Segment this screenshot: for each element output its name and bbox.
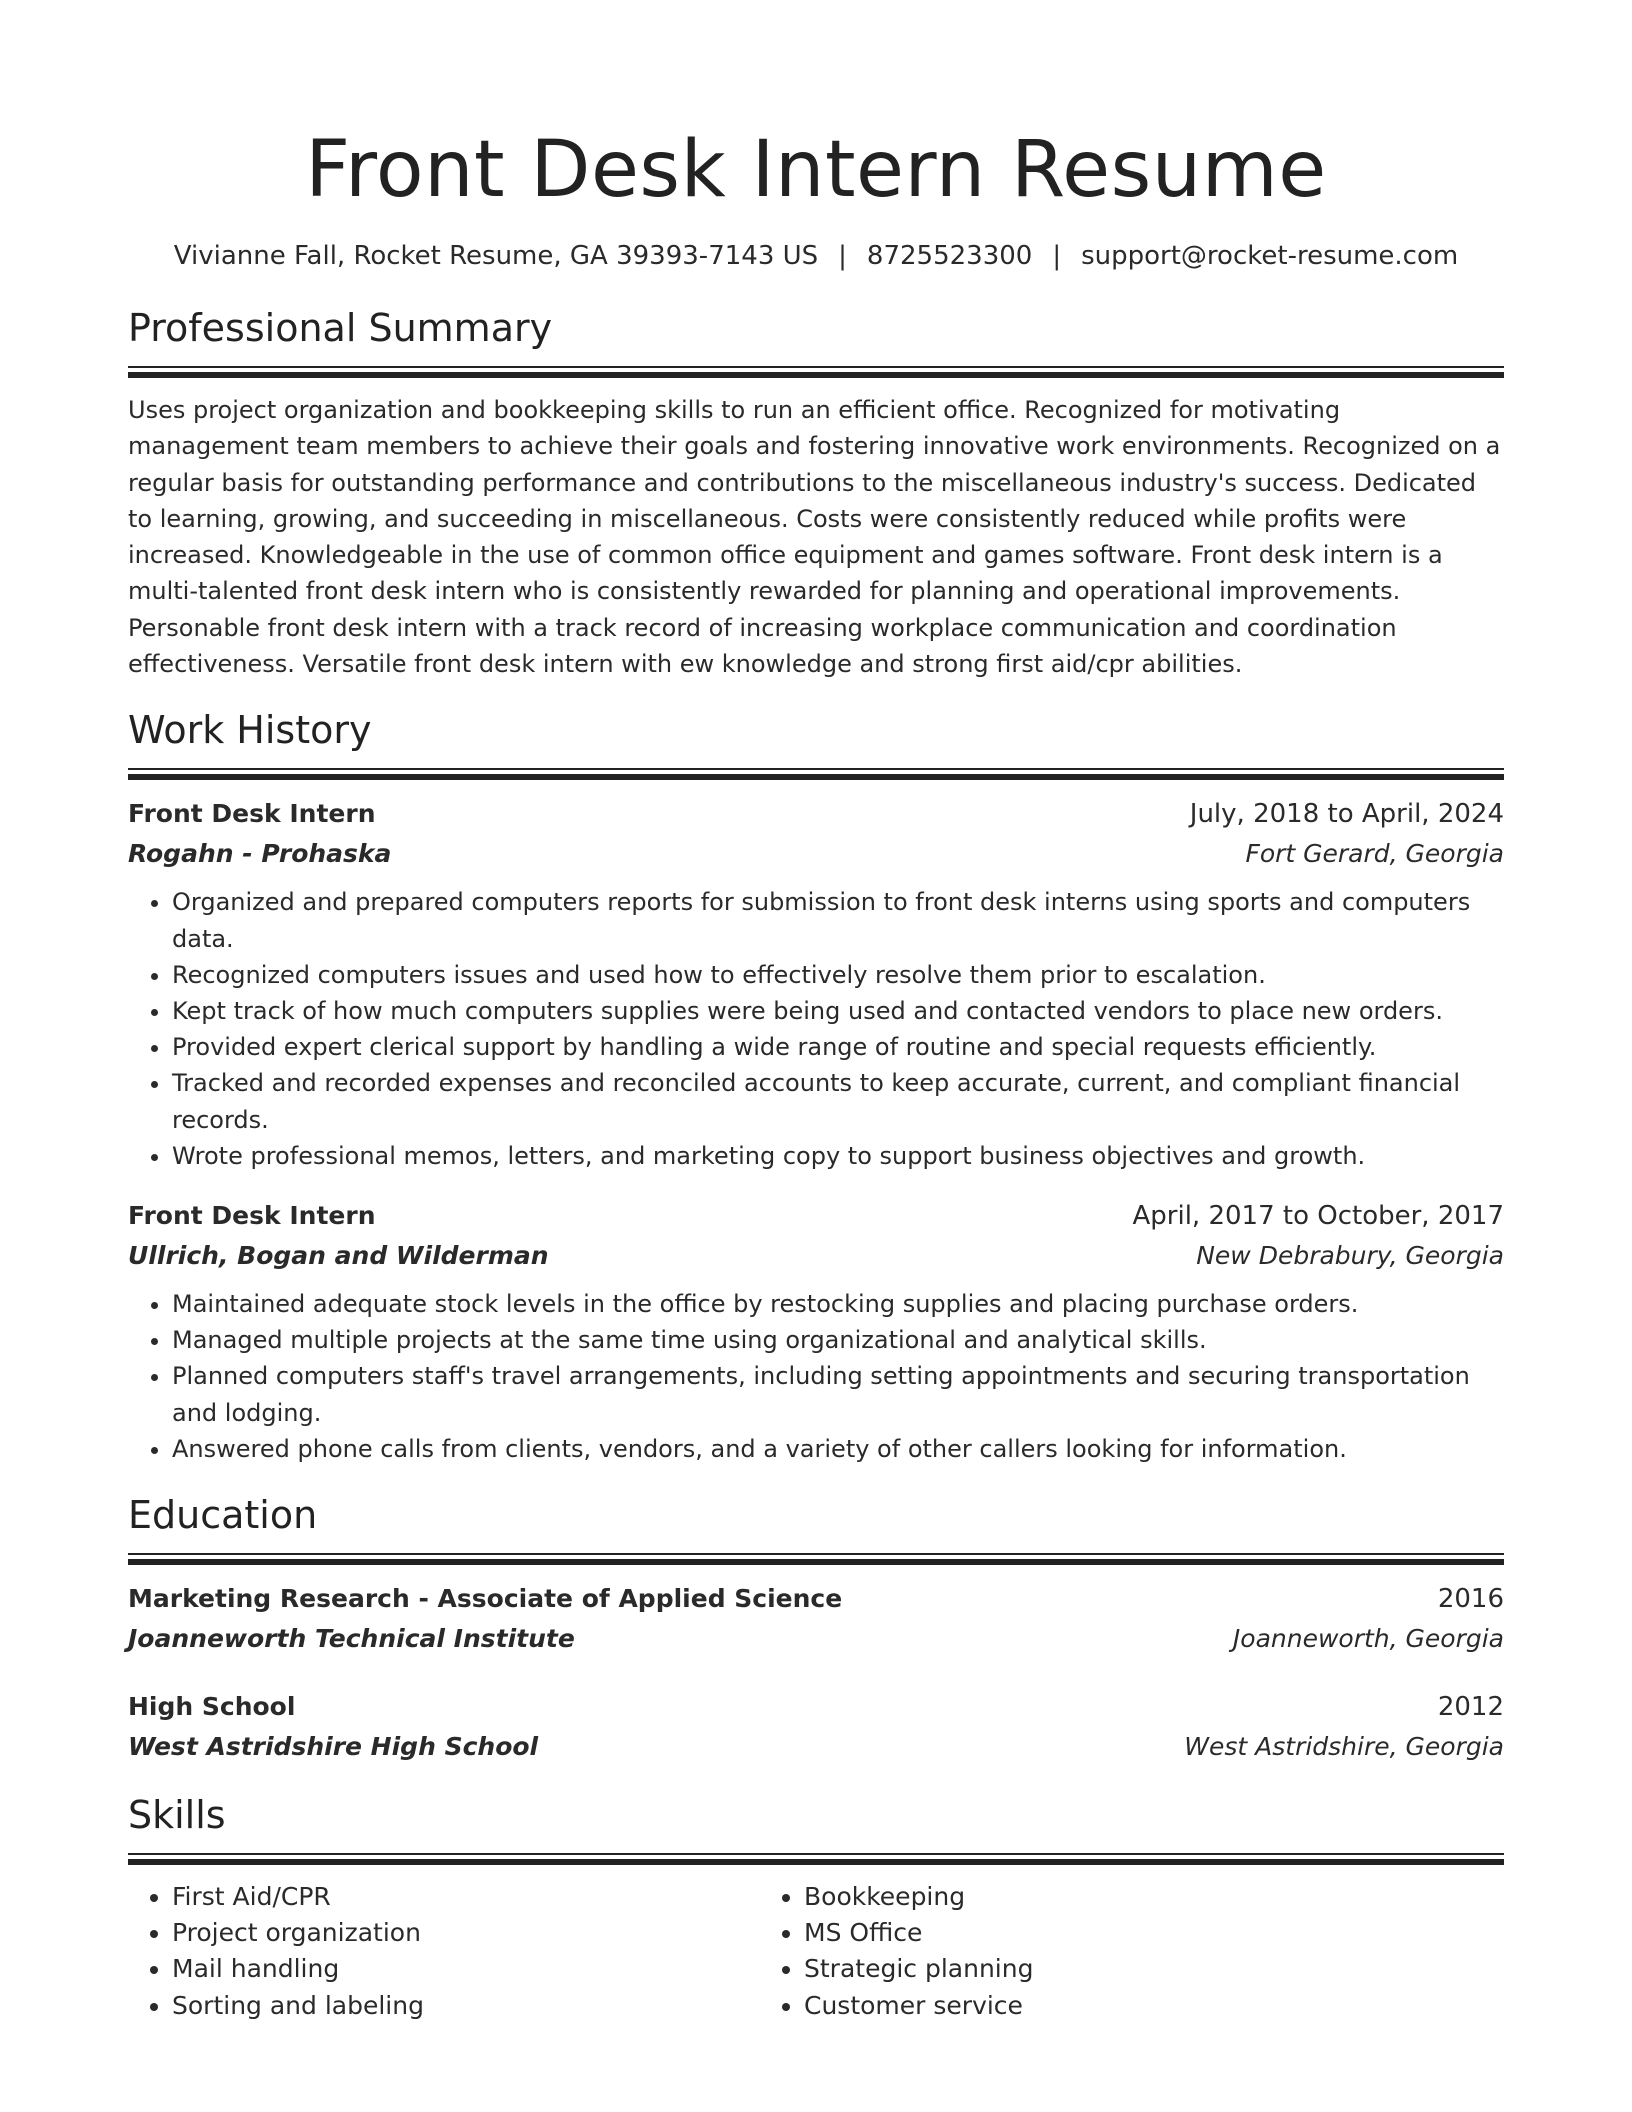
section-rule-thick bbox=[128, 372, 1504, 378]
contact-line bbox=[128, 238, 1504, 274]
job-title: Front Desk Intern bbox=[128, 799, 376, 829]
skills-list-right bbox=[760, 1879, 1392, 2024]
education-subheader bbox=[128, 1619, 1504, 1659]
education-heading: Education bbox=[128, 1493, 318, 1538]
section-rule bbox=[128, 768, 1504, 770]
work-section bbox=[128, 706, 1504, 1467]
skill-item: • Customer service bbox=[804, 1988, 1392, 2024]
job-bullet: • Kept track of how much computers supplies were being used and contacted vendors to place new orders. bbox=[172, 993, 1504, 1029]
contact-email: support@rocket-resume.com bbox=[1081, 241, 1459, 271]
job-bullet: • Provided expert clerical support by handling a wide range of routine and special requests efficiently. bbox=[172, 1029, 1504, 1065]
education-school: West Astridshire High School bbox=[128, 1732, 539, 1762]
education-location: West Astridshire, Georgia bbox=[1184, 1732, 1504, 1762]
section-rule-thick bbox=[128, 1859, 1504, 1865]
contact-separator: | bbox=[1052, 241, 1062, 271]
education-entry bbox=[128, 1579, 1504, 1659]
contact-phone: 8725523300 bbox=[866, 241, 1033, 271]
skill-item: • First Aid/CPR bbox=[172, 1879, 760, 1915]
section-rule bbox=[128, 366, 1504, 368]
job-bullet: • Organized and prepared computers reports for submission to front desk interns using sports and computers data. bbox=[172, 884, 1504, 956]
skills-section bbox=[128, 1791, 1504, 2024]
job-entry bbox=[128, 794, 1504, 1174]
education-year: 2016 bbox=[1437, 1584, 1504, 1615]
job-subheader bbox=[128, 834, 1504, 874]
skill-item: • Project organization bbox=[172, 1915, 760, 1951]
education-degree: High School bbox=[128, 1692, 296, 1722]
resume-title: Front Desk Intern Resume bbox=[305, 125, 1327, 215]
section-rule-thick bbox=[128, 774, 1504, 780]
job-title: Front Desk Intern bbox=[128, 1201, 376, 1230]
job-header bbox=[128, 794, 1504, 834]
job-bullet: • Managed multiple projects at the same time using organizational and analytical skills. bbox=[172, 1322, 1504, 1358]
education-section bbox=[128, 1491, 1504, 1767]
summary-heading: Professional Summary bbox=[128, 306, 553, 350]
education-degree: Marketing Research - Associate of Applied Science bbox=[128, 1584, 843, 1614]
skills-list-left bbox=[128, 1879, 760, 2024]
skill-item: • Bookkeeping bbox=[804, 1879, 1392, 1915]
education-header bbox=[128, 1579, 1504, 1619]
job-bullet: • Maintained adequate stock levels in the office by restocking supplies and placing purchase orders. bbox=[172, 1286, 1504, 1322]
education-location: Joanneworth, Georgia bbox=[1232, 1624, 1504, 1654]
job-bullets bbox=[128, 884, 1504, 1174]
skill-item: • Sorting and labeling bbox=[172, 1988, 760, 2024]
education-school: Joanneworth Technical Institute bbox=[128, 1624, 575, 1654]
skill-item: • Mail handling bbox=[172, 1951, 760, 1987]
job-dates: April, 2017 to October, 2017 bbox=[1132, 1201, 1504, 1231]
job-company: Ullrich, Bogan and Wilderman bbox=[128, 1241, 549, 1270]
job-company: Rogahn - Prohaska bbox=[128, 839, 392, 869]
job-bullets bbox=[128, 1286, 1504, 1467]
education-header bbox=[128, 1687, 1504, 1727]
job-location: New Debrabury, Georgia bbox=[1196, 1241, 1504, 1270]
job-bullet: • Answered phone calls from clients, vendors, and a variety of other callers looking for information. bbox=[172, 1431, 1504, 1467]
section-rule-thick bbox=[128, 1559, 1504, 1565]
section-rule bbox=[128, 1853, 1504, 1855]
skill-item: • MS Office bbox=[804, 1915, 1392, 1951]
job-bullet: • Wrote professional memos, letters, and marketing copy to support business objectives and growth. bbox=[172, 1138, 1504, 1174]
skill-item: • Strategic planning bbox=[804, 1951, 1392, 1987]
job-bullet: • Recognized computers issues and used how to effectively resolve them prior to escalation. bbox=[172, 957, 1504, 993]
job-header bbox=[128, 1196, 1504, 1236]
skills-columns bbox=[128, 1879, 1504, 2024]
contact-separator: | bbox=[838, 241, 847, 271]
education-year: 2012 bbox=[1437, 1692, 1504, 1723]
job-entry bbox=[128, 1196, 1504, 1467]
education-subheader bbox=[128, 1727, 1504, 1767]
job-location: Fort Gerard, Georgia bbox=[1245, 839, 1504, 869]
summary-section bbox=[128, 304, 1504, 682]
skills-heading: Skills bbox=[128, 1793, 226, 1838]
education-entry bbox=[128, 1687, 1504, 1767]
section-rule bbox=[128, 1553, 1504, 1555]
summary-text: Uses project organization and bookkeeping skills to run an efficient office. Recognized for motivating management team members to achieve their goals and fostering innovative work environments. Recognized on a regular basis for outstanding performance and contributions to the miscellaneous industry's success. Dedicated to learning, growing, and succeeding in miscellaneous. Costs were consistently reduced while profits were increased. Knowledgeable in the use of common office equipment and games software. Front desk intern is a multi-talented front desk intern who is consistently rewarded for planning and operational improvements. Personable front desk intern with a track record of increasing workplace communication and coordination effectiveness. Versatile front desk intern with ew knowledge and strong first aid/cpr abilities. bbox=[128, 396, 1501, 679]
job-bullet: • Planned computers staff's travel arrangements, including setting appointments and securing transportation and lodging. bbox=[172, 1358, 1504, 1430]
job-bullet: • Tracked and recorded expenses and reconciled accounts to keep accurate, current, and compliant financial records. bbox=[172, 1065, 1504, 1137]
job-subheader bbox=[128, 1236, 1504, 1276]
work-heading: Work History bbox=[128, 708, 372, 753]
job-dates: July, 2018 to April, 2024 bbox=[1189, 799, 1504, 830]
contact-address: Vivianne Fall, Rocket Resume, GA 39393-7143 US bbox=[173, 241, 819, 271]
